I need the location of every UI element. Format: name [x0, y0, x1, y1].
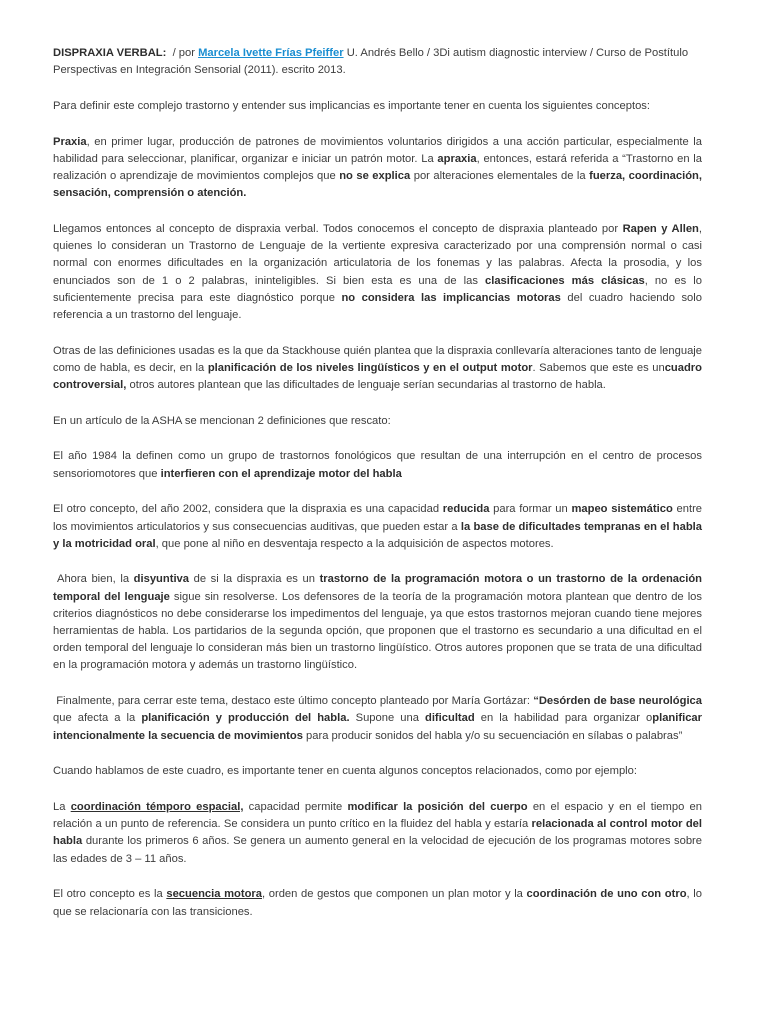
text-span: Supone una: [349, 712, 425, 725]
text-span: entre los movimientos articulatorios y sus consecuencias auditivas, que pueden estar a: [53, 503, 703, 533]
text-span: por alteraciones elementales de la: [410, 170, 590, 183]
underlined-term: coordinación témporo espacial,: [70, 801, 244, 813]
emphasis-text: no considera las implicancias motoras: [341, 291, 561, 304]
praxia-paragraph: [53, 134, 702, 203]
text-span: Ahora bien, la: [53, 573, 134, 586]
emphasis-text: fuerza, coordinación, sensación, comprensión o atención.: [53, 170, 702, 200]
text-span: capacidad permite: [243, 801, 348, 813]
emphasis-text: dificultad: [424, 712, 475, 725]
document-title: DISPRAXIA VERBAL:: [53, 47, 167, 59]
emphasis-text: reducida: [442, 503, 490, 516]
emphasis-text: disyuntiva: [133, 573, 190, 586]
document-header: [53, 45, 702, 79]
text-span: , orden de gestos que componen un plan motor y la: [262, 888, 527, 901]
emphasis-text: no se explica: [339, 170, 411, 183]
text-span: , entonces, estará referida a “Trastorno en la realización o aprendizaje de movimientos complejos que: [53, 152, 702, 183]
text-span: Finalmente, para cerrar este tema, destaco este último concepto planteado por María Gortázar:: [53, 695, 534, 708]
emphasis-text: “Desórden de base neurológica: [533, 695, 702, 708]
text-span: , no es lo suficientemente precisa para este diagnóstico porque: [53, 274, 702, 304]
text-span: en el espacio y en el tiempo en relación a un punto de referencia. Se considera un punto crítico en la fluidez del habla y estaría: [53, 801, 702, 831]
text-span: sigue sin resolverse. Los defensores de la teoría de la programación motora plantean que dentro de los criterios diagnósticos no debe considerarse los impedimentos del lenguaje, ya que estos trastornos mejoran cuando tiene mejores herramientas de habla. Los partidarios de la segunda opción, que proponen que el trastorno es secundario a una dificultad en el orden temporal del lenguaje lo consideran más bien un trastorno lingüístico. Otros autores proponen que se trata de una dificultad en la programación motora y además un trastorno lingüístico.: [53, 590, 702, 672]
text-span: para producir sonidos del habla y/o su secuenciación en sílabas o palabras”: [302, 729, 683, 742]
ahora-paragraph: [53, 571, 702, 674]
text-span: , lo que se relacionaría con las transiciones.: [53, 888, 702, 918]
emphasis-text: modificar la posición del cuerpo: [347, 801, 528, 813]
emphasis-text: la base de dificultades tempranas en el habla y la motricidad oral: [53, 520, 702, 550]
text-span: , en primer lugar, producción de patrones de movimientos voluntarios dirigidos a una acción particular, especialmente la habilidad para seleccionar, planificar, organizar e iniciar un patrón motor. La: [53, 135, 702, 165]
text-span: Otras de las definiciones usadas es la que da Stackhouse quién plantea que la dispraxia conllevaría alteraciones tanto de lenguaje como de habla, es decir, en la: [53, 344, 702, 374]
text-span: en la habilidad para organizar o: [474, 712, 653, 725]
term-praxia: Praxia: [53, 135, 87, 148]
text-span: . Sabemos que este es un: [532, 361, 665, 374]
text-span: de si la dispraxia es un: [189, 573, 320, 586]
emphasis-text: trastorno de la programación motora o un trastorno de la ordenación temporal del lenguaje: [53, 573, 703, 603]
underlined-term: secuencia motora: [166, 888, 263, 901]
by-label: / por: [172, 47, 195, 59]
emphasis-text: interfieren con el aprendizaje motor del habla: [160, 467, 402, 480]
definition-1984-paragraph: [53, 448, 702, 482]
cuando-paragraph: Cuando hablamos de este cuadro, es importante tener en cuenta algunos conceptos relacionados, como por ejemplo:: [53, 765, 637, 778]
coordinacion-paragraph: [53, 799, 702, 868]
text-span: otros autores plantean que las dificultades de lenguaje serían secundarias al trastorno de habla.: [126, 379, 606, 392]
emphasis-text: planificación y producción del habla.: [141, 712, 350, 725]
text-span: La: [53, 801, 71, 813]
text-span: El otro concepto es la: [53, 888, 167, 901]
author-link[interactable]: Marcela Ivette Frías Pfeiffer: [198, 47, 344, 59]
intro-paragraph: Para definir este complejo trastorno y entender sus implicancias es importante tener en cuenta los siguientes conceptos:: [53, 99, 650, 112]
emphasis-text: Rapen y Allen: [622, 222, 699, 235]
asha-paragraph: En un artículo de la ASHA se mencionan 2 definiciones que rescato:: [53, 414, 391, 427]
definition-2002-paragraph: [53, 501, 702, 553]
text-span: El año 1984 la definen como un grupo de trastornos fonológicos que resultan de una interrupción en el centro de procesos sensoriomotores que: [53, 450, 702, 480]
text-span: que afecta a la: [53, 712, 142, 725]
emphasis-text: clasificaciones más clásicas: [485, 274, 645, 287]
emphasis-text: cuadro controversial,: [53, 361, 702, 392]
text-span: para formar un: [489, 503, 572, 516]
text-span: Llegamos entonces al concepto de dispraxia verbal. Todos conocemos el concepto de dispraxia planteado por: [53, 222, 623, 235]
text-span: , quienes lo consideran un Trastorno de Lenguaje de la vertiente expresiva caracterizado por una comprensión normal o casi normal con enormes dificultades en la organización articulatoria de los fonemas y las palabras. Afecta la prosodia, y los enunciados son de 1 o 2 palabras, ininteligibles. Si bien esta es una de las: [53, 222, 702, 287]
emphasis-text: coordinación de uno con otro: [526, 888, 687, 901]
emphasis-text: mapeo sistemático: [571, 503, 673, 516]
llegamos-paragraph: [53, 221, 702, 324]
term-apraxia: apraxia: [437, 152, 477, 165]
otras-paragraph: [53, 343, 702, 395]
source-info: U. Andrés Bello / 3Di autism diagnostic interview / Curso de Postítulo Perspectivas en Integración Sensorial (2011). escrito 2013.: [53, 47, 689, 77]
final-paragraph: [53, 693, 702, 745]
emphasis-text: relacionada al control motor del habla: [53, 818, 702, 848]
emphasis-text: planificación de los niveles lingüísticos y en el output motor: [207, 361, 533, 374]
emphasis-text: planificar intencionalmente la secuencia de movimientos: [53, 712, 703, 742]
secuencia-paragraph: [53, 886, 702, 920]
text-span: El otro concepto, del año 2002, considera que la dispraxia es una capacidad: [53, 503, 443, 516]
text-span: del cuadro haciendo solo referencia a un trastorno del lenguaje.: [53, 291, 702, 321]
text-span: , que pone al niño en desventaja respecto a la adquisición de aspectos motores.: [155, 537, 554, 550]
text-span: durante los primeros 6 años. Se genera un aumento general en la velocidad de ejecución de los programas motores sobre las edades de 3 – 11 años.: [53, 835, 702, 865]
